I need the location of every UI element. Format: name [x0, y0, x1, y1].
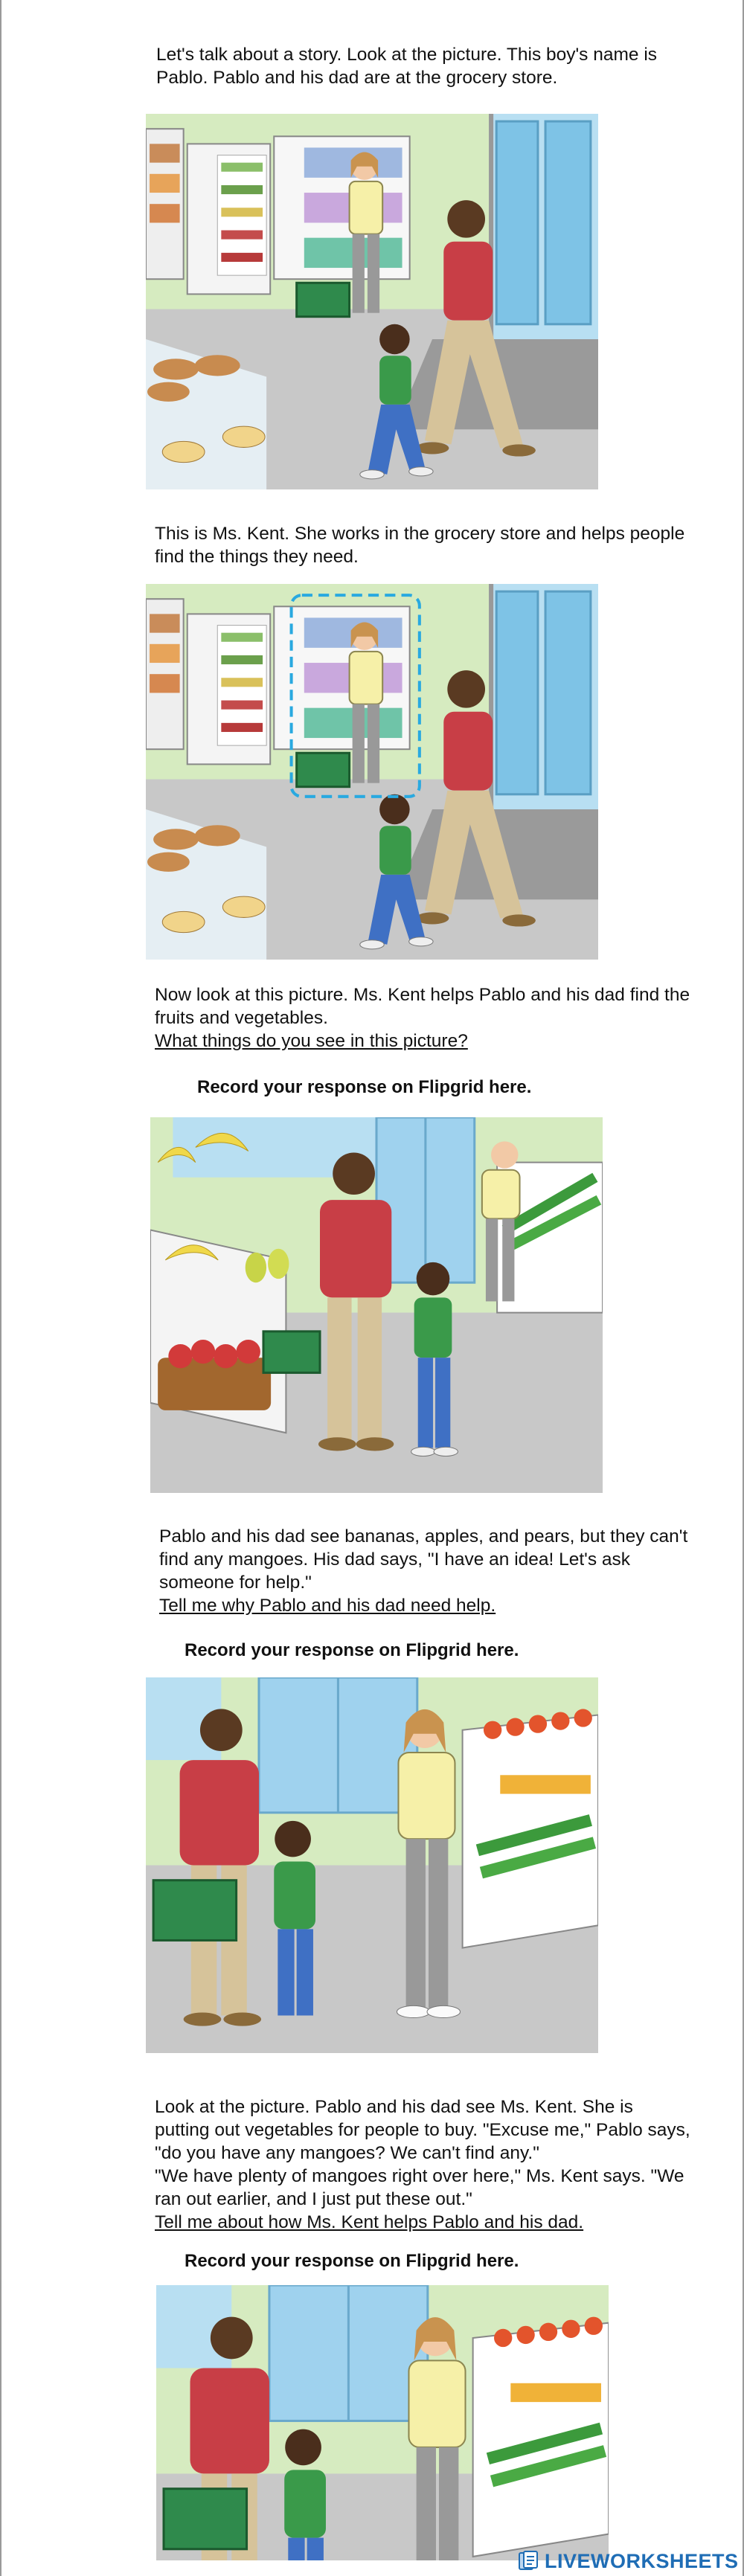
ms-kent-intro-text [155, 522, 684, 568]
flipgrid-record-link[interactable]: Record your response on Flipgrid here. [185, 2251, 519, 2271]
text-line: Let's talk about a story. Look at the picture. This boy's name is [156, 45, 658, 65]
text-line: Pablo and his dad see bananas, apples, and pears, but they can't [159, 1526, 688, 1546]
text-line: Look at the picture. Pablo and his dad see Ms. Kent. She is [155, 2097, 633, 2117]
text-line: putting out vegetables for people to buy. "Excuse me," Pablo says, [155, 2120, 690, 2140]
text-line: Pablo. Pablo and his dad are at the grocery store. [156, 68, 558, 88]
intro-text [156, 43, 657, 89]
question-link[interactable]: Tell me why Pablo and his dad need help. [159, 1596, 496, 1616]
store-scene-highlight-image [146, 584, 598, 960]
liveworksheets-logo-icon [518, 2550, 540, 2572]
text-line: find the things they need. [155, 547, 359, 567]
text-line: Now look at this picture. Ms. Kent helps Pablo and his dad find the [155, 985, 690, 1005]
text-line: someone for help." [159, 1573, 312, 1593]
help-text [155, 2095, 690, 2234]
left-border-line [0, 0, 1, 2576]
question-link[interactable]: What things do you see in this picture? [155, 1031, 468, 1051]
flipgrid-record-link[interactable]: Record your response on Flipgrid here. [185, 1640, 519, 1660]
store-scene-image [146, 114, 598, 489]
liveworksheets-brand: LIVEWORKSHEETS [545, 2549, 739, 2572]
text-line: fruits and vegetables. [155, 1008, 328, 1028]
flipgrid-record-link[interactable]: Record your response on Flipgrid here. [197, 1077, 532, 1097]
liveworksheets-footer[interactable] [513, 2546, 744, 2576]
text-line: find any mangoes. His dad says, "I have an idea! Let's ask [159, 1549, 631, 1570]
produce-scene-image [150, 1117, 603, 1493]
talk-scene-image-cropped [156, 2285, 609, 2560]
text-line: This is Ms. Kent. She works in the grocery store and helps people [155, 524, 685, 544]
mangoes-text [159, 1525, 687, 1617]
text-line: ran out earlier, and I just put these out." [155, 2189, 472, 2209]
text-line: "do you have any mangoes? We can't find any." [155, 2143, 539, 2163]
talk-scene-image [146, 1677, 598, 2053]
question-link[interactable]: Tell me about how Ms. Kent helps Pablo and his dad. [155, 2212, 584, 2232]
text-line: "We have plenty of mangoes right over here," Ms. Kent says. "We [155, 2166, 684, 2186]
fruits-text [155, 983, 690, 1053]
